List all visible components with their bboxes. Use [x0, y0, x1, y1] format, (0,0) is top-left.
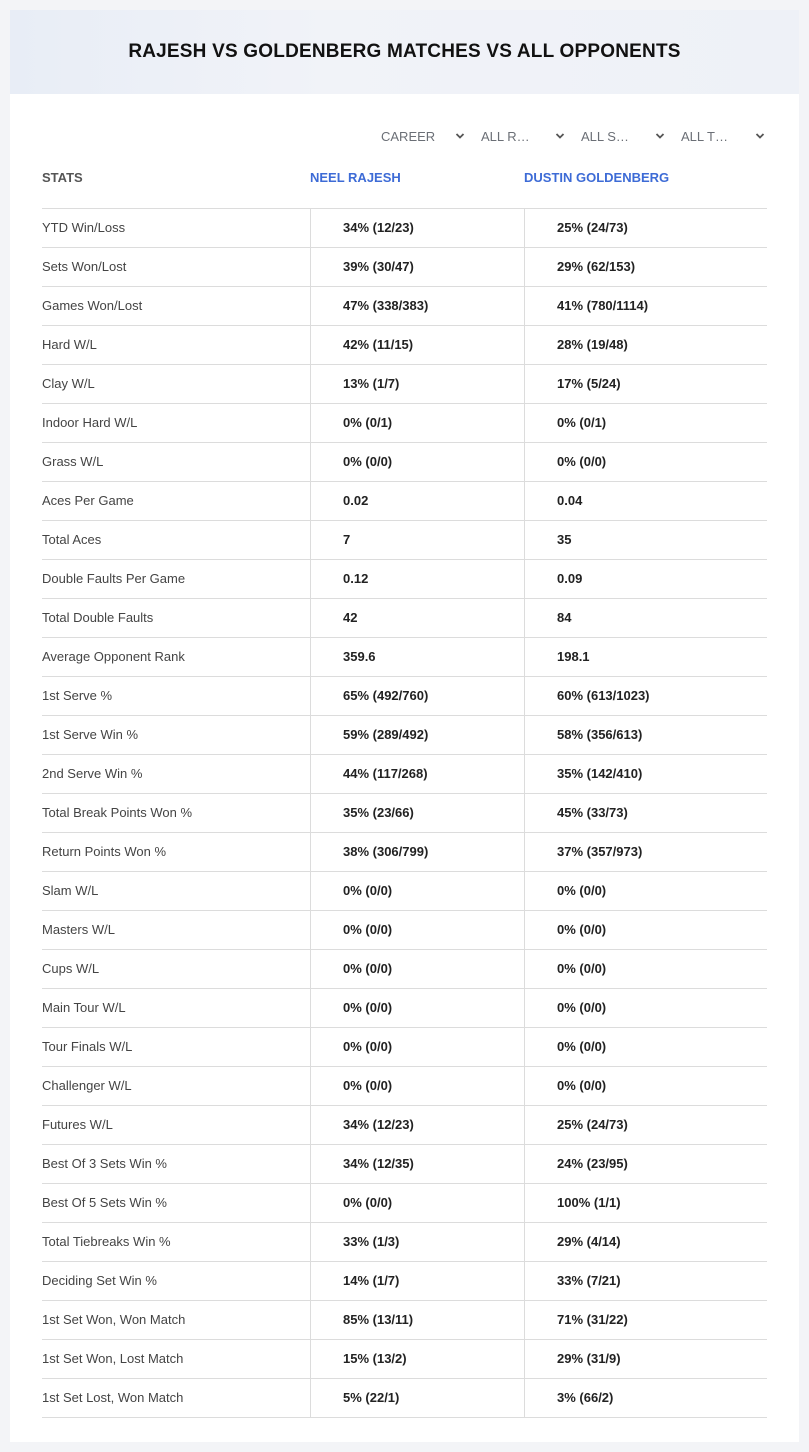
player1-value: 359.6 [310, 638, 524, 677]
player1-value: 34% (12/35) [310, 1145, 524, 1184]
player2-value: 0% (0/0) [524, 989, 767, 1028]
table-row [42, 521, 767, 560]
player1-value: 85% (13/11) [310, 1301, 524, 1340]
stat-label: YTD Win/Loss [42, 220, 126, 235]
player2-value: 45% (33/73) [524, 794, 767, 833]
chevron-down-icon [755, 131, 765, 141]
stat-label: 1st Serve % [42, 688, 113, 703]
table-row [42, 1145, 767, 1184]
player1-value: 33% (1/3) [310, 1223, 524, 1262]
stat-label: Total Break Points Won % [42, 805, 193, 820]
player1-value: 0.02 [310, 482, 524, 521]
table-row [42, 599, 767, 638]
player2-value: 0% (0/0) [524, 443, 767, 482]
stat-label: Total Double Faults [42, 610, 154, 625]
table-row [42, 638, 767, 677]
table-row [42, 1301, 767, 1340]
player2-value: 0% (0/0) [524, 1067, 767, 1106]
table-row [42, 287, 767, 326]
table-row [42, 911, 767, 950]
player2-value: 84 [524, 599, 767, 638]
stat-label: 2nd Serve Win % [42, 766, 143, 781]
stat-label: Hard W/L [42, 337, 97, 352]
table-row [42, 989, 767, 1028]
column-header-player1[interactable]: NEEL RAJESH [310, 170, 401, 185]
table-row [42, 443, 767, 482]
stat-label: Challenger W/L [42, 1078, 132, 1093]
comparison-card [10, 10, 799, 1442]
filter-surfaces[interactable] [567, 126, 667, 146]
player1-value: 0% (0/0) [310, 1067, 524, 1106]
stat-label: 1st Set Won, Lost Match [42, 1351, 184, 1366]
filter-label: CAREER [381, 128, 436, 144]
player1-value: 0% (0/0) [310, 1184, 524, 1223]
stat-label: 1st Serve Win % [42, 727, 139, 742]
stat-label: Total Tiebreaks Win % [42, 1234, 171, 1249]
stat-label: Average Opponent Rank [42, 649, 185, 664]
table-row [42, 1106, 767, 1145]
stat-label: Main Tour W/L [42, 1000, 126, 1015]
stat-label: Tour Finals W/L [42, 1039, 133, 1054]
player1-value: 35% (23/66) [310, 794, 524, 833]
table-row [42, 404, 767, 443]
player2-value: 17% (5/24) [524, 365, 767, 404]
player2-value: 29% (4/14) [524, 1223, 767, 1262]
stats-table [42, 208, 767, 1418]
player2-value: 33% (7/21) [524, 1262, 767, 1301]
player1-value: 34% (12/23) [310, 209, 524, 248]
player2-value: 0% (0/0) [524, 1028, 767, 1067]
player2-value: 3% (66/2) [524, 1379, 767, 1418]
player1-value: 65% (492/760) [310, 677, 524, 716]
player2-value: 29% (31/9) [524, 1340, 767, 1379]
filter-label: ALL S… [581, 128, 629, 144]
player1-value: 42% (11/15) [310, 326, 524, 365]
player2-value: 71% (31/22) [524, 1301, 767, 1340]
player1-value: 0% (0/0) [310, 443, 524, 482]
player2-value: 35% (142/410) [524, 755, 767, 794]
player1-value: 39% (30/47) [310, 248, 524, 287]
chevron-down-icon [455, 131, 465, 141]
stat-label: Double Faults Per Game [42, 571, 186, 586]
player2-value: 41% (780/1114) [524, 287, 767, 326]
filter-bar [367, 126, 767, 146]
stat-label: 1st Set Lost, Won Match [42, 1390, 184, 1405]
filter-tournaments[interactable] [667, 126, 767, 146]
player2-value: 0% (0/0) [524, 911, 767, 950]
player2-value: 58% (356/613) [524, 716, 767, 755]
player2-value: 28% (19/48) [524, 326, 767, 365]
table-row [42, 833, 767, 872]
player1-value: 34% (12/23) [310, 1106, 524, 1145]
player1-value: 42 [310, 599, 524, 638]
player1-value: 0% (0/0) [310, 950, 524, 989]
stat-label: Games Won/Lost [42, 298, 143, 313]
player2-value: 35 [524, 521, 767, 560]
player2-value: 29% (62/153) [524, 248, 767, 287]
table-row [42, 326, 767, 365]
table-row [42, 1067, 767, 1106]
column-header-stats: STATS [42, 170, 83, 185]
table-row [42, 209, 767, 248]
filter-label: ALL R… [481, 128, 530, 144]
table-row [42, 248, 767, 287]
player1-value: 47% (338/383) [310, 287, 524, 326]
table-row [42, 482, 767, 521]
player1-value: 0% (0/0) [310, 1028, 524, 1067]
player2-value: 100% (1/1) [524, 1184, 767, 1223]
player2-value: 0% (0/0) [524, 872, 767, 911]
table-row [42, 1379, 767, 1418]
stat-label: Best Of 3 Sets Win % [42, 1156, 167, 1171]
table-row [42, 1184, 767, 1223]
player1-value: 0% (0/1) [310, 404, 524, 443]
chevron-down-icon [555, 131, 565, 141]
stat-label: Best Of 5 Sets Win % [42, 1195, 167, 1210]
stat-label: 1st Set Won, Won Match [42, 1312, 186, 1327]
table-row [42, 365, 767, 404]
player2-value: 0.09 [524, 560, 767, 599]
player1-value: 0% (0/0) [310, 989, 524, 1028]
table-header [42, 170, 767, 190]
table-row [42, 560, 767, 599]
player2-value: 0% (0/1) [524, 404, 767, 443]
stat-label: Clay W/L [42, 376, 95, 391]
stat-label: Sets Won/Lost [42, 259, 127, 274]
player1-value: 5% (22/1) [310, 1379, 524, 1418]
table-row [42, 950, 767, 989]
player2-value: 24% (23/95) [524, 1145, 767, 1184]
table-row [42, 755, 767, 794]
table-row [42, 1340, 767, 1379]
stat-label: Masters W/L [42, 922, 115, 937]
page-title: RAJESH VS GOLDENBERG MATCHES VS ALL OPPONENTS [128, 41, 681, 62]
filter-rounds[interactable] [467, 126, 567, 146]
stat-label: Grass W/L [42, 454, 104, 469]
player1-value: 59% (289/492) [310, 716, 524, 755]
table-row [42, 794, 767, 833]
player1-value: 0% (0/0) [310, 911, 524, 950]
chevron-down-icon [655, 131, 665, 141]
table-row [42, 716, 767, 755]
stat-label: Aces Per Game [42, 493, 134, 508]
player1-value: 44% (117/268) [310, 755, 524, 794]
column-header-player2[interactable]: DUSTIN GOLDENBERG [524, 170, 670, 185]
stat-label: Futures W/L [42, 1117, 113, 1132]
filter-label: ALL T… [681, 128, 728, 144]
table-row [42, 1262, 767, 1301]
table-row [42, 1028, 767, 1067]
player1-value: 0.12 [310, 560, 524, 599]
filter-career[interactable] [367, 126, 467, 146]
stat-label: Slam W/L [42, 883, 99, 898]
table-row [42, 872, 767, 911]
page-header [10, 10, 799, 94]
stat-label: Indoor Hard W/L [42, 415, 138, 430]
player2-value: 25% (24/73) [524, 1106, 767, 1145]
stat-label: Return Points Won % [42, 844, 167, 859]
player2-value: 198.1 [524, 638, 767, 677]
player2-value: 60% (613/1023) [524, 677, 767, 716]
player2-value: 25% (24/73) [524, 209, 767, 248]
player1-value: 7 [310, 521, 524, 560]
player1-value: 15% (13/2) [310, 1340, 524, 1379]
player1-value: 0% (0/0) [310, 872, 524, 911]
player2-value: 0% (0/0) [524, 950, 767, 989]
player1-value: 38% (306/799) [310, 833, 524, 872]
player2-value: 0.04 [524, 482, 767, 521]
player2-value: 37% (357/973) [524, 833, 767, 872]
stat-label: Deciding Set Win % [42, 1273, 157, 1288]
table-row [42, 677, 767, 716]
table-row [42, 1223, 767, 1262]
stat-label: Cups W/L [42, 961, 100, 976]
player1-value: 14% (1/7) [310, 1262, 524, 1301]
player1-value: 13% (1/7) [310, 365, 524, 404]
stat-label: Total Aces [42, 532, 102, 547]
